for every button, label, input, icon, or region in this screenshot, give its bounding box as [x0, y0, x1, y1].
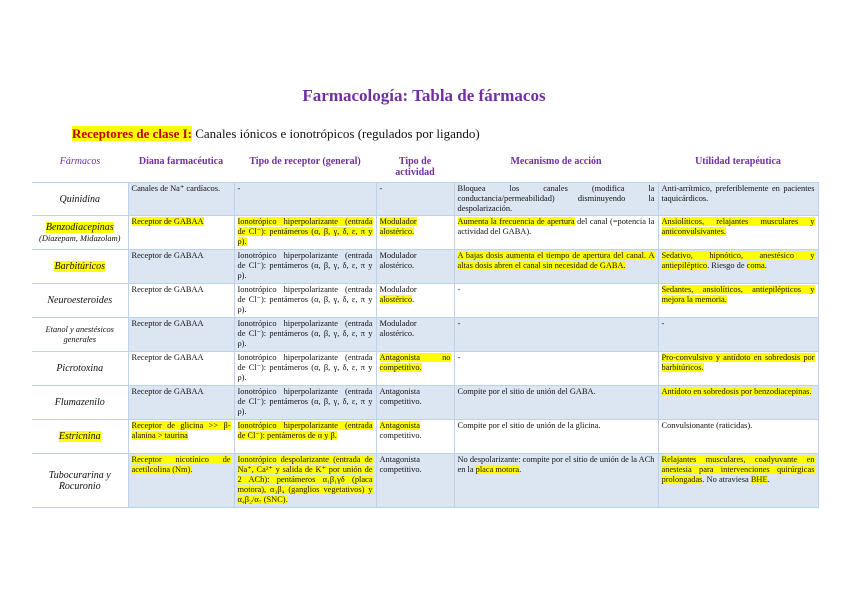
- receptor-type-cell: -: [234, 183, 376, 216]
- drug-name-text: Estricnina: [58, 431, 101, 442]
- drug-name: Quinidina: [32, 183, 128, 216]
- drugs-table: [32, 154, 819, 508]
- target-cell: Receptor de GABAA: [128, 250, 234, 284]
- mechanism-text: del canal (=potencia la actividad del GABA).: [457, 217, 655, 236]
- utility-cell: [658, 352, 818, 386]
- receptor-type-text: Ionotrópico hiperpolarizante (entrada de Cl⁻): pentámeros de α y β.: [237, 421, 373, 440]
- utility-cell: [658, 250, 818, 284]
- receptor-type-cell: [234, 420, 376, 454]
- receptor-type-cell: Ionotrópico hiperpolarizante (entrada de Cl⁻): pentámeros (α, β, γ, δ, ε, π y ρ).: [234, 352, 376, 386]
- activity-cell: Modulador alostérico.: [376, 250, 454, 284]
- receptor-type-cell: [234, 216, 376, 250]
- drug-name-text: Barbitúricos: [54, 261, 106, 272]
- column-header: Tipo de receptor (general): [249, 156, 361, 167]
- activity-cell: Modulador alostérico.: [376, 318, 454, 352]
- receptor-type-cell: [234, 454, 376, 508]
- drug-name: Picrotoxina: [32, 352, 128, 386]
- utility-cell: [658, 284, 818, 318]
- section-subtitle: [72, 126, 480, 142]
- utility-text: Antídoto en sobredosis por benzodiacepinas.: [661, 387, 812, 396]
- utility-text: . No atraviesa: [702, 475, 751, 484]
- subtitle-class: I:: [182, 126, 192, 141]
- subtitle-description: Canales iónicos e ionotrópicos (regulados por ligando): [191, 126, 480, 141]
- drug-name: Etanol y anestésicos generales: [32, 318, 128, 352]
- receptor-type-cell: Ionotrópico hiperpolarizante (entrada de Cl⁻): pentámeros (α, β, γ, δ, ε, π y ρ).: [234, 318, 376, 352]
- mechanism-cell: Bloquea los canales (modifica la conductancia/permeabilidad) disminuyendo la despolarización.: [454, 183, 658, 216]
- column-header: Diana farmacéutica: [138, 156, 224, 167]
- target-cell: Receptor de GABAA: [128, 284, 234, 318]
- table-row: [32, 250, 818, 284]
- utility-cell: -: [658, 318, 818, 352]
- drug-name: [32, 250, 128, 284]
- activity-cell: [376, 284, 454, 318]
- utility-highlight: Sedativo, hipnótico, anestésico y antiepiléptico: [661, 251, 815, 270]
- column-header: Mecanismo de acción: [510, 156, 602, 167]
- table-header: [32, 154, 818, 183]
- receptor-type-text: Ionotrópico despolarizante (entrada de Na⁺, Ca²⁺ y salida de K⁺ por unión de 2 ACh): pentámeros α₁β₁γδ (placa motora), α₃β₄ (ganglios vegetativos) y α₄β₂/α₇ (SNC).: [237, 455, 373, 504]
- receptor-type-cell: Ionotrópico hiperpolarizante (entrada de Cl⁻): pentámeros (α, β, γ, δ, ε, π y ρ).: [234, 284, 376, 318]
- utility-highlight: Relajantes musculares, coadyuvante en anestesia para intervenciones quirúrgicas prolongadas: [661, 455, 815, 484]
- activity-text: Modulador alostérico.: [379, 217, 417, 236]
- activity-text: .: [412, 295, 415, 304]
- mechanism-highlight: Aumenta la frecuencia de apertura: [457, 217, 575, 226]
- mechanism-text: A bajas dosis aumenta el tiempo de apertura del canal. A altas dosis abren el canal sin necesidad de GABA.: [457, 251, 655, 270]
- drug-name: Neuroesteroides: [32, 284, 128, 318]
- activity-cell: [376, 216, 454, 250]
- target-cell: [128, 420, 234, 454]
- utility-cell: [658, 386, 818, 420]
- utility-cell: [658, 216, 818, 250]
- target-cell: [128, 454, 234, 508]
- activity-highlight: Antagonista: [379, 421, 420, 430]
- activity-cell: Antagonista competitivo.: [376, 386, 454, 420]
- mechanism-cell: Compite por el sitio de unión de la glicina.: [454, 420, 658, 454]
- target-cell: Receptor de GABAA: [128, 352, 234, 386]
- activity-cell: Antagonista competitivo.: [376, 454, 454, 508]
- subtitle-label: Receptores de clase: [72, 126, 183, 141]
- receptor-type-cell: Ionotrópico hiperpolarizante (entrada de Cl⁻): pentámeros (α, β, γ, δ, ε, π y ρ).: [234, 250, 376, 284]
- drug-examples: (Diazepam, Midazolam): [39, 233, 121, 243]
- drug-name: Flumazenilo: [32, 386, 128, 420]
- drug-name-text: Benzodiacepinas: [45, 221, 114, 233]
- target-cell: [128, 216, 234, 250]
- mechanism-text: .: [519, 465, 522, 474]
- table-row: [32, 386, 818, 420]
- activity-text: Modulador: [379, 285, 417, 294]
- utility-highlight: coma: [746, 261, 765, 270]
- utility-text: Sedantes, ansiolíticos, antiepilépticos y mejora la memoria.: [661, 285, 815, 304]
- target-text: Receptor de GABAA: [131, 217, 204, 226]
- receptor-type-text: Ionotrópico hiperpolarizante (entrada de Cl⁻): pentámeros (α, β, γ, δ, ε, π y ρ).: [237, 217, 373, 246]
- column-header: Fármacos: [59, 156, 101, 167]
- mechanism-highlight: placa motora: [475, 465, 520, 474]
- mechanism-text: No despolarizante: compite por el sitio de unión de la ACh en la: [457, 455, 655, 474]
- table-row: [32, 318, 818, 352]
- mechanism-cell: [454, 216, 658, 250]
- activity-cell: [376, 352, 454, 386]
- utility-cell: [658, 454, 818, 508]
- target-cell: Receptor de GABAA: [128, 318, 234, 352]
- utility-text: Pro-convulsivo y antídoto en sobredosis por barbitúricos.: [661, 353, 815, 372]
- target-text: Receptor nicotínico de acetilcolina (Nm).: [131, 455, 231, 474]
- receptor-type-cell: Ionotrópico hiperpolarizante (entrada de Cl⁻): pentámeros (α, β, γ, δ, ε, π y ρ).: [234, 386, 376, 420]
- table-row: [32, 183, 818, 216]
- mechanism-cell: -: [454, 284, 658, 318]
- table-row: [32, 216, 818, 250]
- column-header: Tipo de actividad: [395, 156, 435, 178]
- utility-cell: Convulsionante (raticidas).: [658, 420, 818, 454]
- target-cell: Canales de Na⁺ cardíacos.: [128, 183, 234, 216]
- drug-name: [32, 420, 128, 454]
- utility-highlight: BHE: [750, 475, 768, 484]
- table-row: [32, 454, 818, 508]
- activity-text: Antagonista no competitivo.: [379, 353, 451, 372]
- drug-name: [32, 216, 128, 250]
- activity-cell: [376, 420, 454, 454]
- mechanism-cell: Compite por el sitio de unión del GABA.: [454, 386, 658, 420]
- drug-name: Tubocurarina y Rocuronio: [32, 454, 128, 508]
- activity-text: competitivo.: [379, 431, 422, 440]
- table-row: [32, 284, 818, 318]
- utility-cell: Anti-arrítmico, preferiblemente en pacientes taquicárdicos.: [658, 183, 818, 216]
- mechanism-cell: [454, 454, 658, 508]
- page-title: Farmacología: Tabla de fármacos: [302, 86, 546, 105]
- column-header: Utilidad terapéutica: [695, 156, 781, 167]
- utility-text: .: [767, 475, 770, 484]
- activity-highlight: alostérico: [379, 295, 413, 304]
- table-row: [32, 420, 818, 454]
- mechanism-cell: -: [454, 352, 658, 386]
- mechanism-cell: [454, 250, 658, 284]
- mechanism-cell: -: [454, 318, 658, 352]
- activity-cell: -: [376, 183, 454, 216]
- utility-text: . Riesgo de: [707, 261, 747, 270]
- utility-text: .: [764, 261, 767, 270]
- target-text: Receptor de glicina >> β-alanina > taurina: [131, 421, 231, 440]
- table-row: [32, 352, 818, 386]
- utility-text: Ansiolíticos, relajantes musculares y anticonvulsivantes.: [661, 217, 815, 236]
- target-cell: Receptor de GABAA: [128, 386, 234, 420]
